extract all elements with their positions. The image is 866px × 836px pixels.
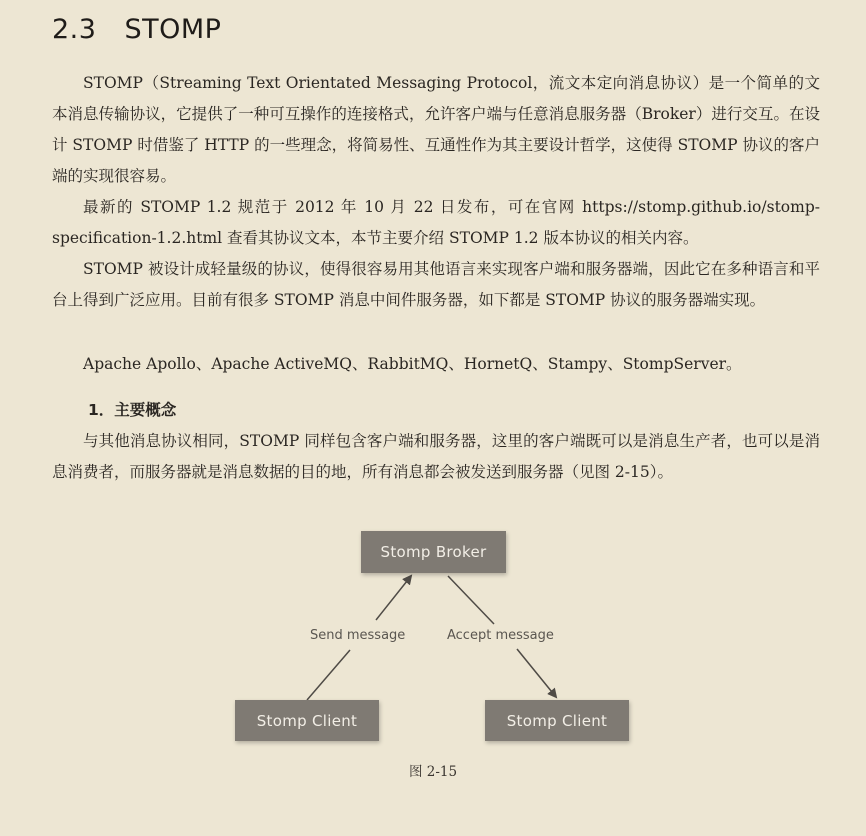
paragraph-concepts: 与其他消息协议相同，STOMP 同样包含客户端和服务器，这里的客户端既可以是消息生产者，也可以是消息消费者，而服务器就是消息数据的目的地，所有消息都会被发送到服务器（见图 2-15）。 bbox=[52, 432, 820, 481]
send-line-lower bbox=[307, 650, 350, 700]
paragraph-servers: Apache Apollo、Apache ActiveMQ、RabbitMQ、HornetQ、Stampy、StompServer。 bbox=[83, 355, 742, 373]
section-title: STOMP bbox=[124, 14, 222, 45]
accept-message-label: Accept message bbox=[447, 628, 554, 643]
section-number: 2.3 bbox=[52, 14, 97, 45]
accept-arrow bbox=[517, 649, 556, 697]
send-arrow bbox=[376, 576, 411, 620]
stomp-client-left-box: Stomp Client bbox=[235, 700, 379, 741]
stomp-client-right-box: Stomp Client bbox=[485, 700, 629, 741]
paragraph-intro: STOMP（Streaming Text Orientated Messaging Protocol，流文本定向消息协议）是一个简单的文本消息传输协议，它提供了一种可互操作的连接格式，允许客户端与任意消息服务器（Broker）进行交互。在设计 STOMP 时借鉴了 HTTP 的一些理念，将简易性、互通性作为其主要设计哲学，这使得 STOMP 协议的客户端的实现很容易。 bbox=[52, 74, 820, 185]
subsection-title: 1．主要概念 bbox=[88, 401, 177, 419]
send-message-label: Send message bbox=[310, 628, 406, 643]
paragraph-lightweight: STOMP 被设计成轻量级的协议，使得很容易用其他语言来实现客户端和服务器端，因此它在多种语言和平台上得到广泛应用。目前有很多 STOMP 消息中间件服务器，如下都是 STOMP 协议的服务器端实现。 bbox=[52, 260, 820, 309]
figure-caption: 图 2-15 bbox=[408, 764, 458, 780]
stomp-broker-box: Stomp Broker bbox=[361, 531, 506, 573]
accept-line-upper bbox=[448, 576, 494, 624]
paragraph-spec: 最新的 STOMP 1.2 规范于 2012 年 10 月 22 日发布，可在官网 https://stomp.github.io/stomp-specification-1.2.html 查看其协议文本，本节主要介绍 STOMP 1.2 版本协议的相关内容。 bbox=[52, 198, 820, 247]
